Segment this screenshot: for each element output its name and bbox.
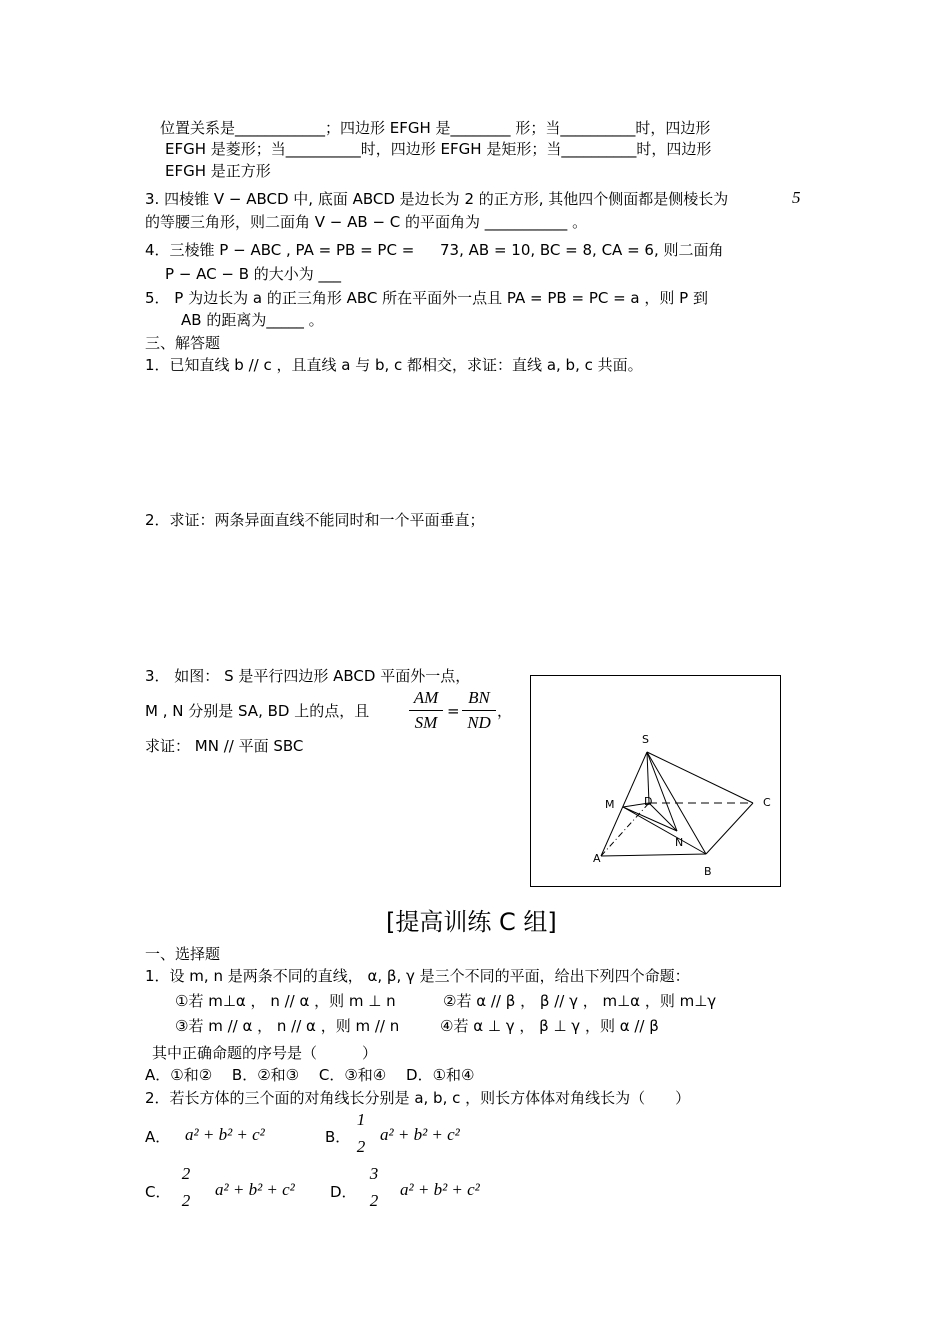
section-3-question-3-line-2: M , N 分别是 SA, BD 上的点，且	[145, 702, 370, 720]
question-3-line-1: 3. 四棱锥 V − ABCD 中, 底面 ABCD 是边长为 2 的正方形, 其他四个侧面都是侧棱长为	[145, 190, 729, 208]
question-3-line-2: 的等腰三角形，则二面角 V − AB − C 的平面角为 ___________ 。	[145, 213, 588, 231]
label-D: D	[644, 795, 653, 808]
proposition-3: ③若 m // α ， n // α ，则 m // n	[175, 1017, 400, 1035]
proposition-2: ②若 α // β ， β // γ ， m⊥α ，则 m⊥γ	[443, 992, 717, 1010]
section-3-question-2: 2．求证：两条异面直线不能同时和一个平面垂直；	[145, 511, 485, 529]
option-C-denominator: 2	[181, 1191, 191, 1210]
fill-line-1: 位置关系是____________；四边形 EFGH 是________ 形；当__________时，四边形	[160, 119, 711, 137]
question-4-line-2: P − AC − B 的大小为 ___	[165, 265, 342, 283]
group-c-question-1-stem: 1．设 m, n 是两条不同的直线， α, β, γ 是三个不同的平面，给出下列四个命题：	[145, 967, 690, 985]
segment-MB	[623, 807, 706, 854]
fraction-am-numerator: AM	[413, 688, 439, 707]
fraction-bar	[462, 710, 496, 711]
section-3-title: 三、解答题	[145, 334, 221, 352]
section-3-question-1: 1．已知直线 b // c ，且直线 a 与 b, c 都相交，求证：直线 a, b, c 共面。	[145, 356, 643, 374]
question-4-line-1a: 4．三棱锥 P − ABC , PA = PB = PC =	[145, 241, 415, 259]
fill-line-3: EFGH 是正方形	[165, 162, 271, 180]
comma: ，	[497, 702, 513, 720]
group-c-section-1-title: 一、选择题	[145, 945, 221, 963]
section-3-question-3-line-3: 求证： MN // 平面 SBC	[145, 737, 304, 755]
option-B-denominator: 2	[356, 1137, 366, 1156]
segment-DN	[649, 803, 677, 831]
option-D-label: D．	[330, 1183, 357, 1201]
group-c-heading: [提高训练 C 组]	[386, 908, 557, 936]
fraction-bar	[409, 710, 443, 711]
question-5-line-2: AB 的距离为_____ 。	[181, 311, 324, 329]
question-1-options: A．①和② B．②和③ C．③和④ D．①和④	[145, 1066, 475, 1084]
option-D-numerator: 3	[369, 1164, 379, 1183]
question-5-line-1: 5． P 为边长为 a 的正三角形 ABC 所在平面外一点且 PA = PB = PC = a ，则 P 到	[145, 289, 708, 307]
option-B-expression: a² + b² + c²	[380, 1125, 460, 1144]
label-A: A	[593, 852, 601, 865]
option-C-label: C．	[145, 1183, 171, 1201]
option-A-label: A．	[145, 1128, 171, 1146]
option-C-numerator: 2	[181, 1164, 191, 1183]
edge-SC	[647, 752, 753, 803]
option-C-expression: a² + b² + c²	[215, 1180, 295, 1199]
fraction-sm-denominator: SM	[414, 713, 438, 732]
edge-BC	[706, 803, 753, 854]
pyramid-figure	[530, 675, 781, 887]
fill-line-2: EFGH 是菱形；当__________时，四边形 EFGH 是矩形；当__________时，四边形	[165, 140, 712, 158]
option-D-denominator: 2	[369, 1191, 379, 1210]
option-A-expression: a² + b² + c²	[185, 1125, 265, 1144]
equals-sign: =	[447, 702, 460, 720]
pyramid-diagram	[531, 676, 782, 888]
edge-AB	[601, 854, 706, 856]
label-B: B	[704, 865, 712, 878]
option-B-label: B．	[325, 1128, 351, 1146]
proposition-4: ④若 α ⊥ γ ， β ⊥ γ ，则 α // β	[440, 1017, 659, 1035]
label-N: N	[675, 836, 684, 849]
option-B-numerator: 1	[356, 1110, 366, 1129]
group-c-question-2-stem: 2．若长方体的三个面的对角线长分别是 a, b, c ，则长方体体对角线长为（ ）	[145, 1089, 691, 1107]
label-C: C	[763, 796, 771, 809]
fraction-bn-numerator: BN	[468, 688, 490, 707]
question-1-ask: 其中正确命题的序号是（ ）	[152, 1044, 378, 1062]
option-D-expression: a² + b² + c²	[400, 1180, 480, 1199]
proposition-1: ①若 m⊥α ， n // α ，则 m ⊥ n	[175, 992, 396, 1010]
section-3-question-3-line-1: 3． 如图： S 是平行四边形 ABCD 平面外一点，	[145, 667, 471, 685]
question-4-line-1b: 73, AB = 10, BC = 8, CA = 6, 则二面角	[440, 241, 724, 259]
question-3-sqrt-value: 5	[792, 188, 801, 207]
label-S: S	[642, 733, 649, 746]
fraction-nd-denominator: ND	[467, 713, 491, 732]
label-M: M	[605, 798, 615, 811]
